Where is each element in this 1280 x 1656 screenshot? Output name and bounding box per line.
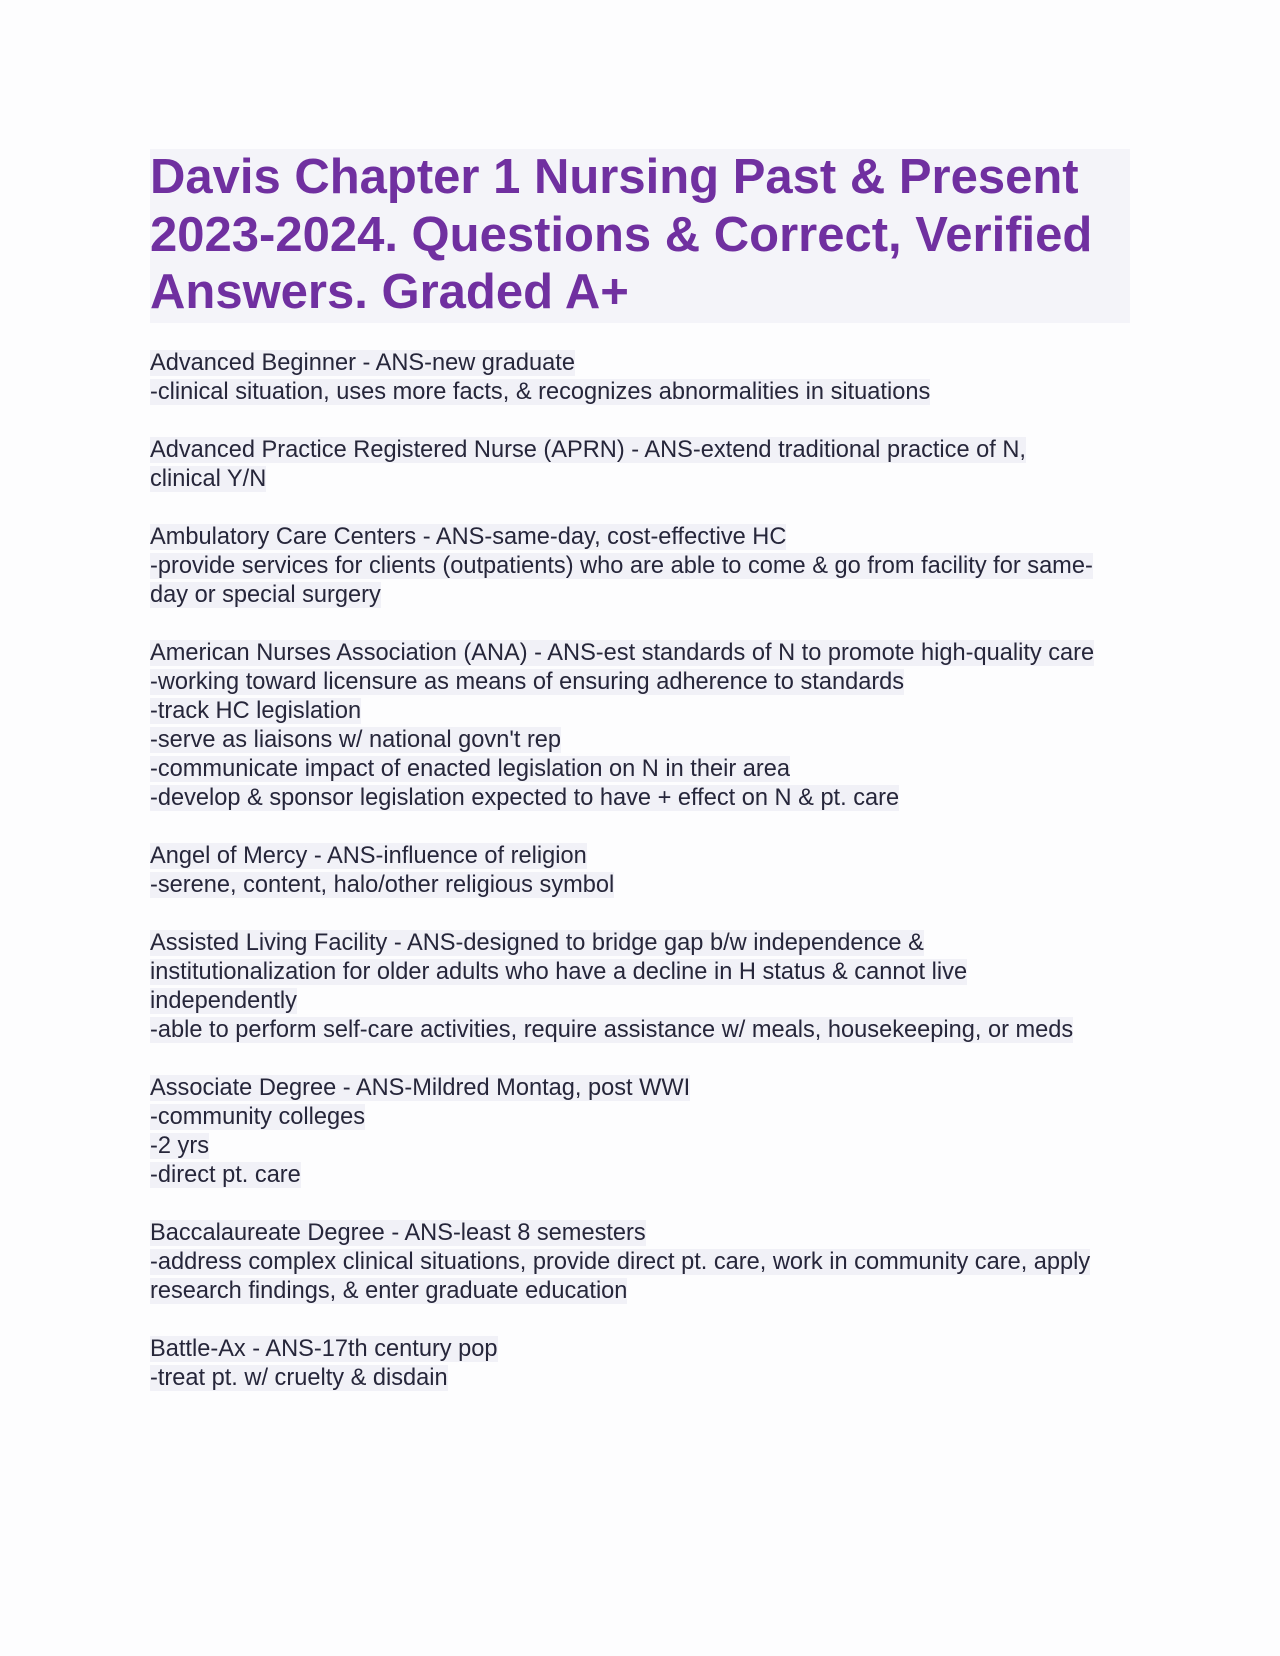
entry-text: American Nurses Association (ANA) - ANS-est standards of N to promote high-quality care (150, 639, 1095, 666)
entry-line (150, 552, 1100, 610)
entry-text: -communicate impact of enacted legislation on N in their area (150, 755, 790, 782)
entry-line (150, 1103, 1100, 1132)
document-page (150, 149, 1130, 1422)
flashcard-entry (150, 1074, 1100, 1190)
entry-text: Angel of Mercy - ANS-influence of religion (150, 842, 587, 869)
entry-text: -2 yrs (150, 1132, 209, 1159)
entry-line (150, 1335, 1100, 1364)
entry-line (150, 1074, 1100, 1103)
entry-text: -serene, content, halo/other religious symbol (150, 871, 615, 898)
entry-line (150, 726, 1100, 755)
flashcard-entry (150, 929, 1100, 1045)
entry-text: -track HC legislation (150, 697, 362, 724)
entry-line (150, 755, 1100, 784)
flashcard-entry (150, 349, 1100, 407)
entry-line (150, 784, 1100, 813)
entry-text: -clinical situation, uses more facts, & recognizes abnormalities in situations (150, 378, 931, 405)
entry-text: Associate Degree - ANS-Mildred Montag, post WWI (150, 1074, 691, 1101)
entry-line (150, 1219, 1100, 1248)
entry-text: -working toward licensure as means of ensuring adherence to standards (150, 668, 905, 695)
entry-line (150, 842, 1100, 871)
entry-line (150, 1161, 1100, 1190)
entry-line (150, 523, 1100, 552)
flashcard-entry (150, 639, 1100, 813)
entry-text: -provide services for clients (outpatients) who are able to come & go from facility for same-day or special surgery (150, 552, 1093, 608)
entry-line (150, 378, 1100, 407)
entry-line (150, 668, 1100, 697)
flashcard-entry (150, 436, 1100, 494)
entry-line (150, 349, 1100, 378)
entry-text: Advanced Beginner - ANS-new graduate (150, 349, 575, 376)
entry-text: -address complex clinical situations, provide direct pt. care, work in community care, apply research findings, & enter graduate education (150, 1248, 1091, 1304)
document-title: Davis Chapter 1 Nursing Past & Present 2023-2024. Questions & Correct, Verified Answers. Graded A+ (150, 149, 1130, 323)
entry-text: -community colleges (150, 1103, 366, 1130)
entry-text: -treat pt. w/ cruelty & disdain (150, 1364, 448, 1391)
entry-text: -able to perform self-care activities, require assistance w/ meals, housekeeping, or meds (150, 1016, 1074, 1043)
flashcard-entry (150, 1335, 1100, 1393)
entry-text: Baccalaureate Degree - ANS-least 8 semesters (150, 1219, 646, 1246)
entry-text: Assisted Living Facility - ANS-designed to bridge gap b/w independence & institutionalization for older adults who have a decline in H status & cannot live independently (150, 929, 968, 1014)
entry-line (150, 1248, 1100, 1306)
entry-line (150, 1016, 1100, 1045)
entry-text: -develop & sponsor legislation expected to have + effect on N & pt. care (150, 784, 900, 811)
entry-line (150, 929, 1100, 1016)
entry-text: -direct pt. care (150, 1161, 301, 1188)
entry-text: Advanced Practice Registered Nurse (APRN) - ANS-extend traditional practice of N, clinical Y/N (150, 436, 1026, 492)
flashcard-list (150, 349, 1130, 1393)
entry-line (150, 436, 1100, 494)
entry-text: Battle-Ax - ANS-17th century pop (150, 1335, 498, 1362)
flashcard-entry (150, 1219, 1100, 1306)
entry-line (150, 1132, 1100, 1161)
flashcard-entry (150, 842, 1100, 900)
entry-line (150, 871, 1100, 900)
entry-line (150, 1364, 1100, 1393)
flashcard-entry (150, 523, 1100, 610)
entry-text: -serve as liaisons w/ national govn't rep (150, 726, 562, 753)
entry-text: Ambulatory Care Centers - ANS-same-day, cost-effective HC (150, 523, 787, 550)
entry-line (150, 697, 1100, 726)
entry-line (150, 639, 1100, 668)
